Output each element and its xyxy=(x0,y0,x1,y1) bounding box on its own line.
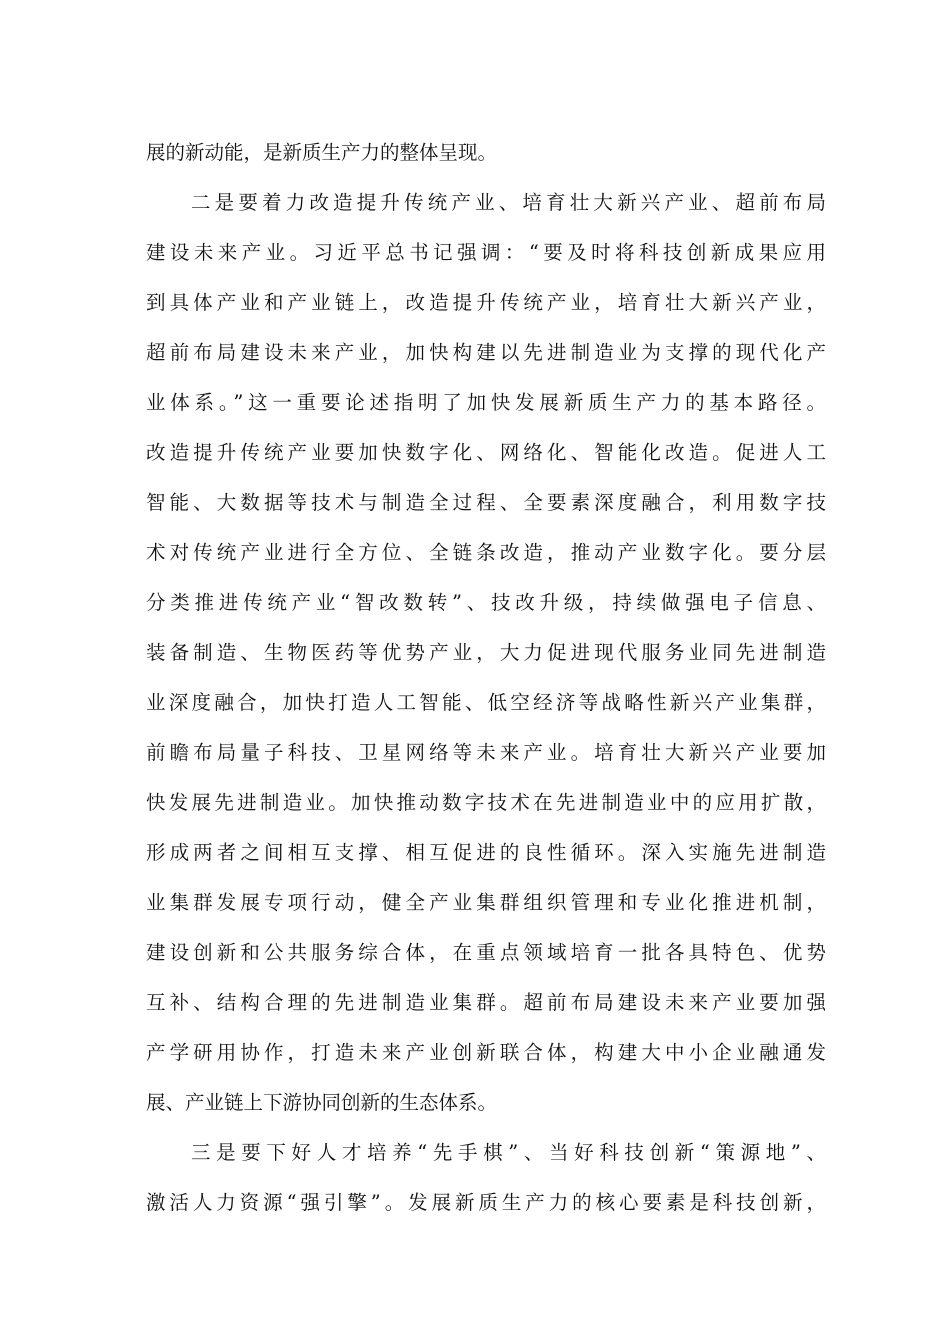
text-line: 分类推进传统产业“智改数转”、技改升级，持续做强电子信息、 xyxy=(146,591,826,614)
text-line: 快发展先进制造业。加快推动数字技术在先进制造业中的应用扩散， xyxy=(146,791,826,814)
text-line: 二是要着力改造提升传统产业、培育壮大新兴产业、超前布局 xyxy=(191,191,826,214)
text-line: 业深度融合，加快打造人工智能、低空经济等战略性新兴产业集群， xyxy=(146,691,826,714)
text-line: 超前布局建设未来产业，加快构建以先进制造业为支撑的现代化产 xyxy=(146,341,826,364)
text-line: 展的新动能，是新质生产力的整体呈现。 xyxy=(146,141,498,164)
text-line: 互补、结构合理的先进制造业集群。超前布局建设未来产业要加强 xyxy=(146,991,826,1014)
text-line: 三是要下好人才培养“先手棋”、当好科技创新“策源地”、 xyxy=(191,1141,826,1164)
body-text xyxy=(146,133,826,1233)
text-line: 业集群发展专项行动，健全产业集群组织管理和专业化推进机制， xyxy=(146,891,826,914)
text-line: 产学研用协作，打造未来产业创新联合体，构建大中小企业融通发 xyxy=(146,1041,826,1064)
text-line: 激活人力资源“强引擎”。发展新质生产力的核心要素是科技创新， xyxy=(146,1191,826,1214)
text-line: 术对传统产业进行全方位、全链条改造，推动产业数字化。要分层 xyxy=(146,541,826,564)
text-line: 形成两者之间相互支撑、相互促进的良性循环。深入实施先进制造 xyxy=(146,841,826,864)
text-line: 装备制造、生物医药等优势产业，大力促进现代服务业同先进制造 xyxy=(146,641,826,664)
text-line: 展、产业链上下游协同创新的生态体系。 xyxy=(146,1091,498,1114)
text-line: 建设未来产业。习近平总书记强调：“要及时将科技创新成果应用 xyxy=(146,241,826,264)
text-line: 智能、大数据等技术与制造全过程、全要素深度融合，利用数字技 xyxy=(146,491,826,514)
text-line: 前瞻布局量子科技、卫星网络等未来产业。培育壮大新兴产业要加 xyxy=(146,741,826,764)
text-line: 改造提升传统产业要加快数字化、网络化、智能化改造。促进人工 xyxy=(146,441,826,464)
text-line: 业体系。”这一重要论述指明了加快发展新质生产力的基本路径。 xyxy=(146,391,826,414)
text-line: 到具体产业和产业链上，改造提升传统产业，培育壮大新兴产业， xyxy=(146,291,826,314)
text-line: 建设创新和公共服务综合体，在重点领域培育一批各具特色、优势 xyxy=(146,941,826,964)
